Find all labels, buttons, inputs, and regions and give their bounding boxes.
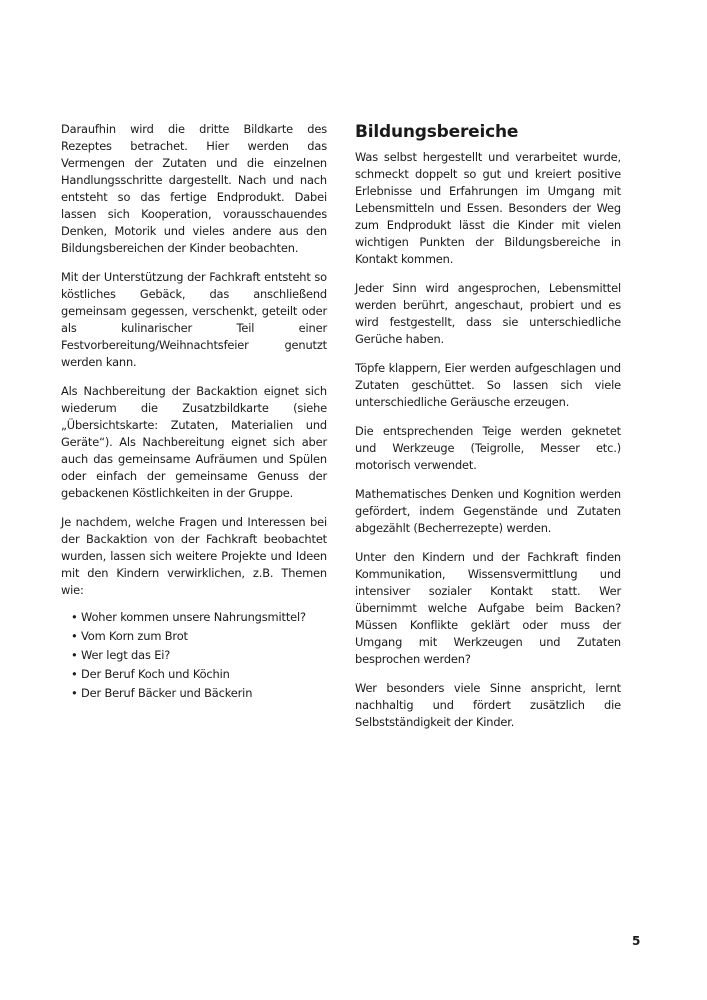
- section-heading: Bildungsbereiche: [355, 122, 519, 142]
- paragraph: Daraufhin wird die dritte Bildkarte des Rezeptes betrachet. Hier werden das Vermengen der Zutaten und die einzelnen Handlungsschritte dargestellt. Nach und nach entsteht so das fertige Endprodukt. Dabei lassen sich Kooperation, vorausschauendes Denken, Motorik und vieles andere aus den Bildungsbereichen der Kinder beobachten.: [61, 122, 327, 255]
- paragraph: Jeder Sinn wird angesprochen, Lebensmittel werden berührt, angeschaut, probiert und es wird festgestellt, dass sie unterschiedliche Gerüche haben.: [355, 281, 621, 346]
- paragraph: Die entsprechenden Teige werden geknetet und Werkzeuge (Teigrolle, Messer etc.) motorisch verwendet.: [355, 424, 621, 472]
- bullet-icon: •: [71, 648, 78, 662]
- paragraph: Unter den Kindern und der Fachkraft finden Kommunikation, Wissensvermittlung und intensiver sozialer Kontakt statt. Wer übernimmt welche Aufgabe beim Backen? Müssen Konflikte geklärt oder muss der Umgang mit Werkzeugen und Zutaten besprochen werden?: [355, 550, 621, 666]
- list-item-text: Woher kommen unsere Nahrungsmittel?: [81, 610, 306, 624]
- list-item-text: Der Beruf Bäcker und Bäckerin: [81, 686, 253, 700]
- list-item: [71, 647, 327, 664]
- paragraph: Mathematisches Denken und Kognition werden gefördert, indem Gegenstände und Zutaten abgezählt (Becherrezepte) werden.: [355, 487, 621, 535]
- bullet-icon: •: [71, 610, 78, 624]
- list-item-text: Der Beruf Koch und Köchin: [81, 667, 230, 681]
- paragraph: Als Nachbereitung der Backaktion eignet sich wiederum die Zusatzbildkarte (siehe „Übersichtskarte: Zutaten, Materialien und Geräte“). Als Nachbereitung eignet sich aber auch das gemeinsame Aufräumen und Spülen oder einfach der gemeinsame Genuss der gebackenen Köstlichkeiten in der Gruppe.: [61, 384, 327, 500]
- list-item-text: Vom Korn zum Brot: [81, 629, 188, 643]
- bullet-icon: •: [71, 686, 78, 700]
- list-item: [71, 685, 327, 702]
- paragraph: Wer besonders viele Sinne anspricht, lernt nachhaltig und fördert zusätzlich die Selbstständigkeit der Kinder.: [355, 681, 621, 729]
- right-column: [355, 121, 621, 743]
- left-column: [61, 121, 327, 704]
- paragraph: Was selbst hergestellt und verarbeitet wurde, schmeckt doppelt so gut und kreiert positive Erlebnisse und Erfahrungen im Umgang mit Lebensmitteln und Essen. Besonders der Weg zum Endprodukt lässt die Kinder mit vielen wichtigen Punkten der Bildungsbereiche in Kontakt kommen.: [355, 150, 621, 266]
- paragraph: Töpfe klappern, Eier werden aufgeschlagen und Zutaten geschüttet. So lassen sich viele unterschiedliche Geräusche erzeugen.: [355, 361, 621, 409]
- paragraph: Je nachdem, welche Fragen und Interessen bei der Backaktion von der Fachkraft beobachtet wurden, lassen sich weitere Projekte und Ideen mit den Kindern verwirklichen, z.B. Themen wie:: [61, 515, 327, 597]
- topic-list: [61, 609, 327, 702]
- bullet-icon: •: [71, 629, 78, 643]
- list-item: [71, 628, 327, 645]
- page-number: 5: [632, 934, 641, 948]
- list-item: [71, 666, 327, 683]
- paragraph: Mit der Unterstützung der Fachkraft entsteht so köstliches Gebäck, das anschließend gemeinsam gegessen, verschenkt, geteilt oder als kulinarischer Teil einer Festvorbereitung/Weihnachtsfeier genutzt werden kann.: [61, 270, 327, 369]
- list-item: [71, 609, 327, 626]
- bullet-icon: •: [71, 667, 78, 681]
- list-item-text: Wer legt das Ei?: [81, 648, 171, 662]
